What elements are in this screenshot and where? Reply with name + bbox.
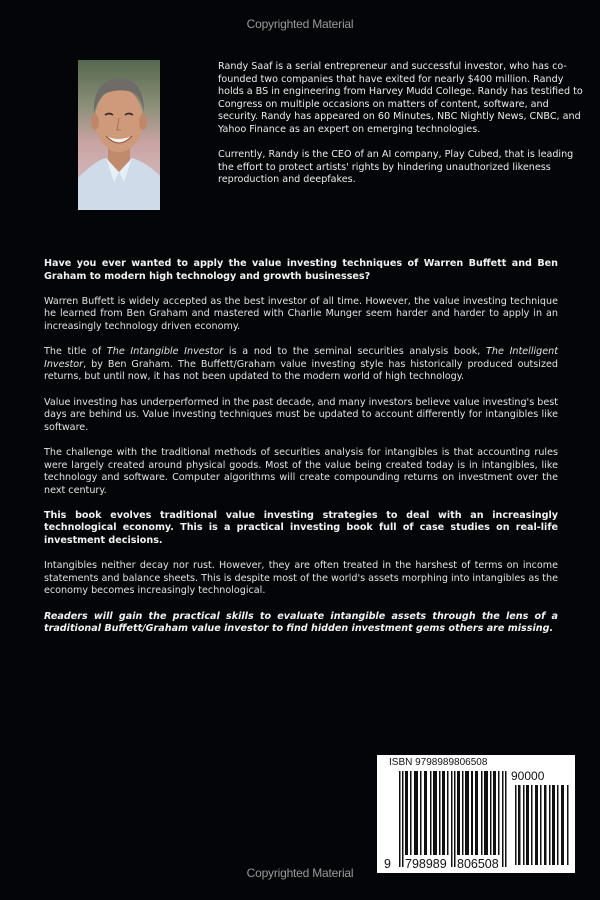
author-photo [78,60,160,210]
description-closing-statement: Readers will gain the practical skills to evaluate intangible assets through the lens of a traditional Buffett/Graham value investor to find hidden investment gems others are missing. [44,610,558,635]
copyright-watermark-top: Copyrighted Material [246,17,354,31]
text: is a nod to the seminal securities analysis book, [223,346,487,358]
book-title-italic: The Intangible Investor [106,346,224,358]
price-addon-label: 90000 [511,769,545,783]
author-portrait-icon [78,60,160,210]
referenced-book-title-italic: The Intelligent Investor [44,346,558,370]
text: , by Ben Graham. The Buffett/Graham value investing style has historically produced outsized returns, but until now, it has not been updated to the modern world of high technology. [44,358,558,383]
isbn-label: ISBN 9798989806508 [389,757,488,768]
copyright-watermark-bottom: Copyrighted Material [246,866,354,880]
description-paragraph: The challenge with the traditional methods of securities analysis for intangibles is that accounting rules were largely created around physical goods. Most of the value being created today is in intangibles, like technology and software. Computer algorithms will create compounding returns on investment over the next century. [44,446,558,496]
description-paragraph: Warren Buffett is widely accepted as the best investor of all time. However, the value investing technique he learned from Ben Graham and mastered with Charlie Munger seem harder and harder to apply in an increasingly technology driven economy. [44,295,558,332]
barcode-digit-group-1: 798989 [405,857,447,871]
text: The title of [44,346,107,358]
author-bio-paragraph: Currently, Randy is the CEO of an AI company, Play Cubed, that is leading the effort to protect artists' rights by hindering unauthorized likeness reproduction and deepfakes. [218,149,574,186]
barcode-digit-group-2: 806508 [457,857,499,871]
author-bio-paragraph: Randy Saaf is a serial entrepreneur and successful investor, who has co-founded two companies that have exited for nearly $400 million. Randy holds a BS in engineering from Harvey Mudd College. Randy has testified to Congress on multiple occasions on matters of content, software, and security. Randy has appeared on 60 Minutes, NBC Nightly News, CNBC, and Yahoo Finance as an expert on emerging technologies. [218,61,583,135]
addon-barcode-bars-icon [515,785,569,865]
barcode-digit-first: 9 [384,857,391,871]
book-description [44,258,558,648]
description-bold-paragraph: This book evolves traditional value investing strategies to deal with an increasingly technological economy. This is a practical investing book full of case studies on real-life investment decisions. [44,509,558,547]
isbn-barcode [377,755,575,873]
description-paragraph [44,346,558,384]
barcode-bars-icon [399,771,507,867]
description-headline: Have you ever wanted to apply the value investing techniques of Warren Buffett and Ben Graham to modern high technology and growth businesses? [44,258,558,282]
description-paragraph: Value investing has underperformed in the past decade, and many investors believe value investing's best days are behind us. Value investing techniques must be updated to account differently for intangibles like software. [44,396,558,433]
author-bio [218,61,588,200]
description-paragraph: Intangibles neither decay nor rust. However, they are often treated in the harshest of terms on income statements and balance sheets. This is despite most of the world's assets morphing into intangibles as the economy becomes increasingly technological. [44,560,558,597]
